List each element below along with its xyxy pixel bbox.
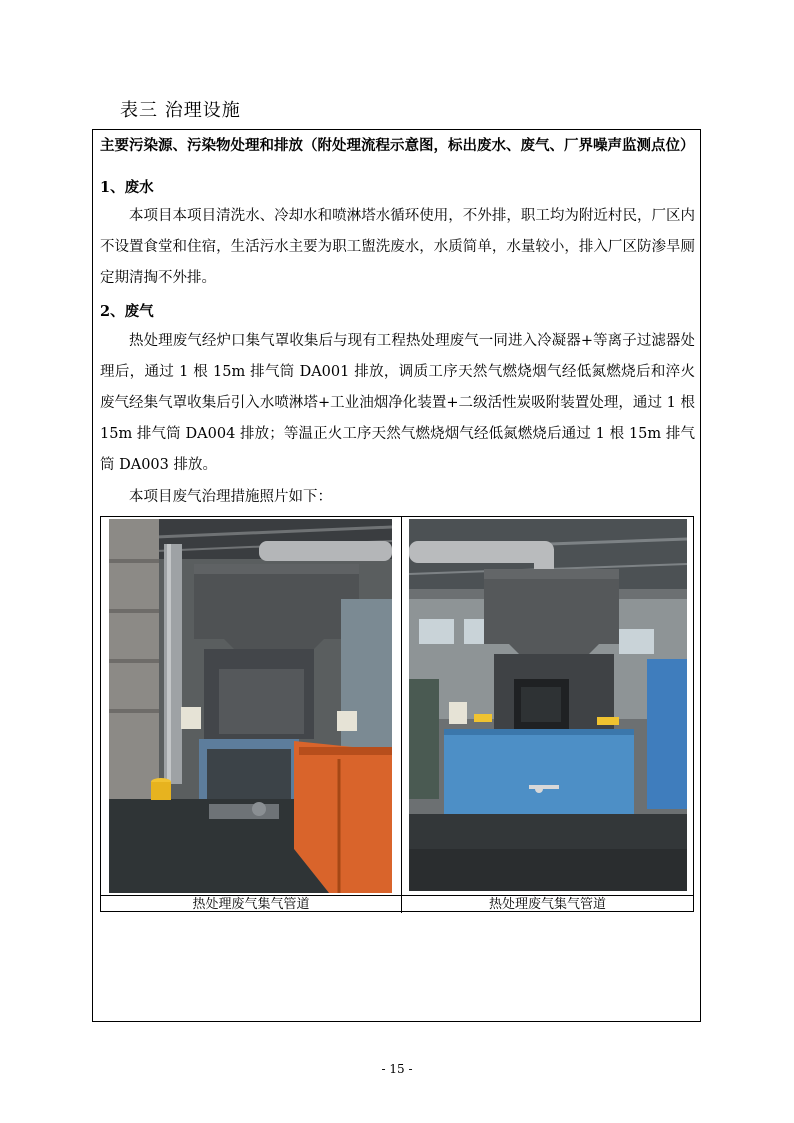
photo-right-caption: 热处理废气集气管道: [488, 897, 606, 912]
section2-paragraph: 热处理废气经炉口集气罩收集后与现有工程热处理废气一同进入冷凝器+等离子过滤器处理后，通过 1 根 15m 排气筒 DA001 排放，调质工序天然气燃烧烟气经低氮燃烧后和淬火废气经集气罩收集后引入水喷淋塔+工业油烟净化装置+二级活性炭吸附装置处理，通过 1 根 15m 排气筒 DA004 排放；等温正火工序天然气燃烧烟气经低氮燃烧后通过 1 根 15m 排气筒 DA003 排放。: [100, 333, 695, 473]
photo-intro: 本项目废气治理措施照片如下：: [129, 489, 332, 505]
photo-left-caption: 热处理废气集气管道: [101, 896, 402, 913]
photo-left: [109, 519, 392, 893]
section1-paragraph: 本项目本项目清洗水、冷却水和喷淋塔水循环使用，不外排，职工均为附近村民，厂区内不设置食堂和住宿，生活污水主要为职工盥洗废水，水质简单，水量较小，排入厂区防渗旱厕定期清掏不外排。: [100, 208, 695, 286]
intro-text: 主要污染源、污染物处理和排放（附处理流程示意图，标出废水、废气、厂界噪声监测点位）: [100, 137, 695, 154]
photo-cell-left: [101, 517, 402, 895]
section1-title: 1、废水: [100, 179, 154, 196]
photo-right: [409, 519, 687, 891]
page-number: - 15 -: [381, 1062, 413, 1076]
photo-cell-right: [402, 517, 694, 895]
section-heading: 表三 治理设施: [120, 100, 241, 121]
section2-title: 2、废气: [100, 303, 154, 320]
caption-row: [101, 895, 693, 913]
photo-table: [100, 516, 694, 912]
